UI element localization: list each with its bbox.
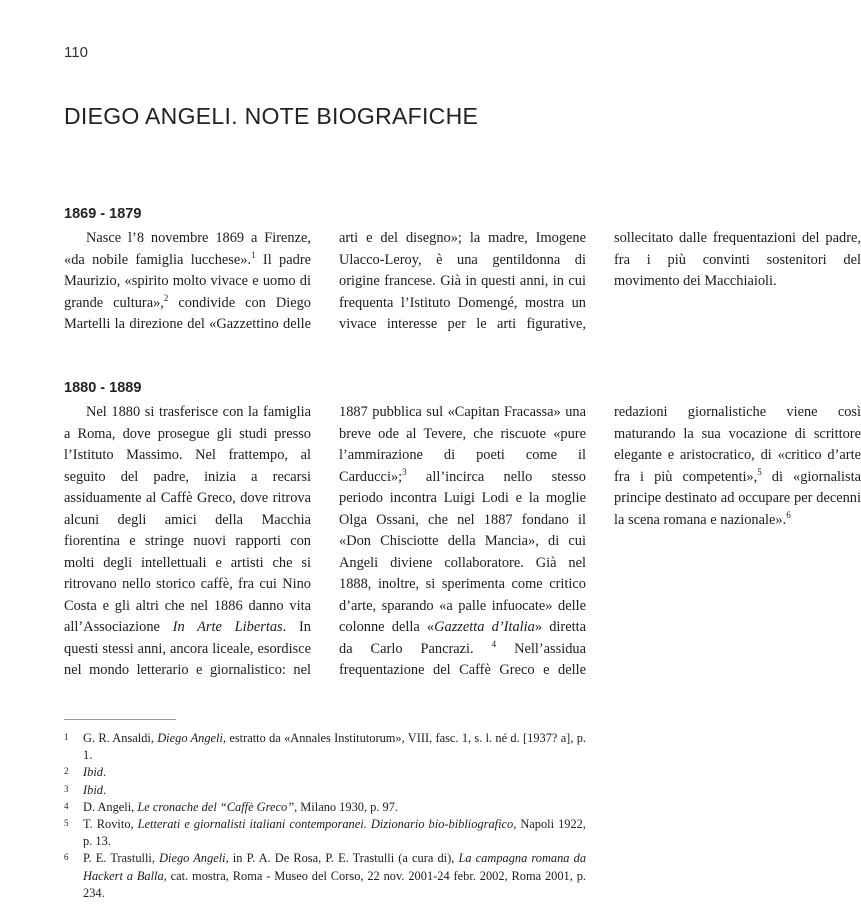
footnote-number: 4 [64,800,69,811]
note-reference: 5 [757,466,762,477]
text-run: D. Angeli, [83,799,138,814]
footnote [64,799,586,816]
text-run: condivide con Diego Martelli la direzione del «Gazzettino delle arti e del disegno»; la madre, Imogene Ulacco-Leroy, è una gentildonna di origine francese. Già in questi anni, in cui frequenta l’Istituto Domengé, mostra un vivace interesse per le arti figurative, sollecitato dalle frequentazioni del padre, fra i più convinti sostenitori del movimento dei Macchiaioli. [64,230,861,332]
text-run: . In questi stessi anni, ancora liceale, esordisce nel mondo letterario e giornalistico: nel 1887 pubblica sul «Capitan Fracassa» una breve ode al Tevere, che riscuote «pure l’ammirazione di poeti come il Carducci»; [64,404,586,678]
body-paragraph [64,402,861,687]
footnote [64,782,586,799]
text-run: , in P. A. De Rosa, P. E. Trastulli (a cura di), [225,851,459,866]
note-reference: 3 [402,466,407,477]
italic-text: Ibid [83,765,103,780]
text-run: , Milano 1930, p. 97. [294,799,399,814]
footnote-text [83,851,586,899]
page-title: DIEGO ANGELI. NOTE BIOGRAFICHE [64,103,479,129]
text-run: Il padre Maurizio, «spirito molto vivace e uomo di grande cultura», [64,251,311,311]
footnote-number: 5 [64,818,69,829]
footnotes-list [64,730,586,902]
italic-text: Diego Angeli [159,851,226,866]
footnote [64,730,586,764]
section-heading: 1869 - 1879 [64,206,142,222]
footnote [64,850,586,902]
section-body [64,402,861,687]
section-body [64,228,861,338]
page-number: 110 [64,44,88,61]
footnote-number: 1 [64,732,69,742]
italic-text: La campagna romana da Hackert a Balla [83,851,587,883]
text-run: , cat. mostra, Roma - Museo del Corso, 22 nov. 2001-24 febr. 2002, Roma 2001, p. 234. [83,868,586,900]
italic-text: Letterati e giornalisti italiani contemporanei. Dizionario bio-bibliografico [137,817,514,832]
footnote-text [83,800,398,814]
text-run: Nel 1880 si trasferisce con la famiglia a Roma, dove prosegue gli studi presso l’Istituto Massimo. Nel frattempo, al seguito del padre, inizia a recarsi assiduamente al Caffè Greco, dove ritrova alcuni degli amici della Macchia fiorentina e stringe nuovi rapporti con molti degli intellettuali e artisti che si ritrovano nello storico caffè, fra cui Nino Costa e gli altri che nel 1886 danno vita all’Associazione [64,404,311,635]
footnote-text [83,765,106,779]
note-reference: 2 [163,292,169,303]
footnote-text [83,817,586,848]
footnote-separator [64,719,176,720]
text-run: , estratto da «Annales Institutorum», VIII, fasc. 1, s. l. né d. [1937? a], p. 1. [83,731,586,763]
italic-text: In Arte Libertas [172,619,283,635]
note-reference: 1 [251,249,256,260]
text-run: Nell’assidua frequentazione del Caffè Greco e delle redazioni giornalistiche viene così maturando la sua vocazione di scrittore elegante e aristocratico, di «critico d’arte fra i più competenti», [339,404,861,678]
text-run: » diretta da Carlo Pancrazi. [339,619,586,657]
text-run: G. R. Ansaldi, [83,731,158,745]
text-run: Nasce l’8 novembre 1869 a Firenze, «da nobile famiglia lucchese». [64,230,311,268]
footnote-number: 3 [64,783,69,794]
footnote [64,816,586,850]
text-run: . [102,782,107,797]
italic-text: Ibid [83,782,103,797]
italic-text: Gazzetta d’Italia [434,619,535,635]
note-reference: 4 [491,638,497,649]
footnote-number: 2 [64,766,69,777]
italic-text: Diego Angeli [157,731,223,745]
body-paragraph [64,228,861,338]
text-run: . [102,765,107,780]
footnote [64,764,586,781]
section-heading: 1880 - 1889 [64,380,142,396]
footnote-text [83,731,586,762]
text-run: all’incirca nello stesso periodo incontra Luigi Lodi e la moglie Olga Ossani, che nel 1887 fondano il «Don Chisciotte della Mancia», di cui Angeli diviene collaboratore. Già nel 1888, inoltre, si sperimenta come critico d’arte, sparando «a palle infuocate» delle colonne della « [339,468,586,635]
footnote-number: 6 [64,852,69,863]
text-run: , Napoli 1922, p. 13. [83,817,586,849]
text-run: T. Rovito, [83,817,138,832]
footnote-text [83,783,106,797]
text-run: P. E. Trastulli, [83,851,160,866]
note-reference: 6 [786,509,791,520]
italic-text: Le cronache del “Caffè Greco” [137,799,295,814]
text-run: di «giornalista principe destinato ad occupare per decenni la scena romana e nazionale». [614,468,861,528]
